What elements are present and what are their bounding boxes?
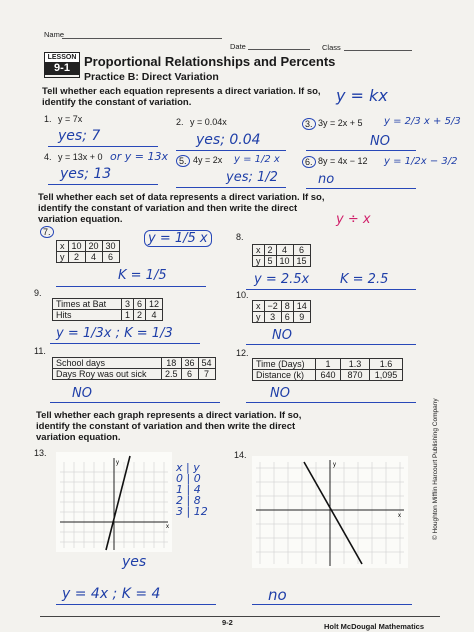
q11-cell: Days Roy was out sick xyxy=(53,369,162,380)
q13-hw-row: 1 | 4 xyxy=(176,483,201,496)
q7-answer: K = 1/5 xyxy=(118,268,167,283)
q11-cell: 6 xyxy=(181,369,198,380)
q10-table xyxy=(252,300,311,323)
q14-answer-line xyxy=(252,604,412,605)
q11-answer: NO xyxy=(72,386,92,401)
q8-answer-line xyxy=(246,289,416,290)
q8-cell: 10 xyxy=(276,256,293,267)
q10-cell: 14 xyxy=(293,301,310,312)
q10-number: 10. xyxy=(236,290,249,300)
q12-cell: 1,095 xyxy=(370,370,403,381)
note-direct-variation-form: y = kx xyxy=(336,86,388,105)
q9-cell: Hits xyxy=(53,310,122,321)
q12-answer: NO xyxy=(270,386,290,401)
q13-hw-row: 0 | 0 xyxy=(176,472,201,485)
q11-cell: 54 xyxy=(198,358,215,369)
q1-equation: y = 7x xyxy=(58,114,83,124)
q12-answer-line xyxy=(246,402,416,403)
q9-answer-line xyxy=(50,343,200,344)
q5-equation: 4y = 2x xyxy=(193,155,223,165)
q6-answer-line xyxy=(306,188,416,189)
q10-cell: x xyxy=(253,301,265,312)
q13-hw-cell: 3 xyxy=(176,505,183,518)
footer-rule xyxy=(40,616,440,617)
page-title: Proportional Relationships and Percents xyxy=(84,54,336,69)
q12-cell: 1.6 xyxy=(370,359,403,370)
q11-cell: 7 xyxy=(198,369,215,380)
q13-number: 13. xyxy=(34,448,47,458)
q5-work: y = 1/2 x xyxy=(234,154,280,165)
section2-instruction-3: variation equation. xyxy=(38,214,123,225)
q13-hw-cell: 8 xyxy=(193,494,201,507)
q10-cell: y xyxy=(253,312,265,323)
section1-instruction-2: identify the constant of variation. xyxy=(42,97,192,108)
q13-hw-cell: 12 xyxy=(193,505,208,518)
q13-hw-header: x | y xyxy=(176,461,200,474)
q10-cell: 6 xyxy=(281,312,293,323)
q7-row-x xyxy=(57,241,120,252)
publisher-name: Holt McDougal Mathematics xyxy=(324,622,425,631)
q13-ylabel: y xyxy=(116,460,119,466)
q5-number: 5. xyxy=(176,155,190,167)
q8-row-y xyxy=(253,256,311,267)
q8-answer-equation: y = 2.5x xyxy=(254,272,310,287)
q14-ylabel: y xyxy=(333,462,336,468)
section3-instruction-1: Tell whether each graph represents a direct variation. If so, xyxy=(36,410,302,421)
q13-hw-y-header: y xyxy=(193,461,200,474)
class-label: Class xyxy=(322,43,341,52)
section1-instruction-1: Tell whether each equation represents a direct variation. If so, xyxy=(42,86,321,97)
q7-cell: x xyxy=(57,241,69,252)
q13-answer: y = 4x ; K = 4 xyxy=(62,586,161,602)
q9-cell: 6 xyxy=(134,299,146,310)
q14-number: 14. xyxy=(234,450,247,460)
q10-cell: 3 xyxy=(264,312,281,323)
q2-number: 2. xyxy=(176,117,184,127)
q9-number: 9. xyxy=(34,288,42,298)
q3-number: 3. xyxy=(302,118,316,130)
date-line xyxy=(248,49,310,50)
date-label: Date xyxy=(230,42,246,51)
section3-instruction-2: identify the constant of variation and then write the direct xyxy=(36,421,296,432)
lesson-word: LESSON xyxy=(45,53,79,62)
q7-cell: 2 xyxy=(68,252,85,263)
q10-cell: 8 xyxy=(281,301,293,312)
q10-cell: −2 xyxy=(264,301,281,312)
q14-xlabel: x xyxy=(398,513,401,519)
q12-cell: 640 xyxy=(316,370,341,381)
q8-cell: 2 xyxy=(264,245,276,256)
q2-answer-line xyxy=(176,150,286,151)
q7-cell: 20 xyxy=(85,241,102,252)
q3-answer: NO xyxy=(370,134,390,149)
q10-cell: 9 xyxy=(293,312,310,323)
q7-answer-line xyxy=(56,286,206,287)
q9-row-times xyxy=(53,299,163,310)
q8-table xyxy=(252,244,311,267)
q13-hw-row: 3 | 12 xyxy=(176,505,208,518)
page-number: 9-2 xyxy=(222,618,233,627)
q12-cell: Time (Days) xyxy=(253,359,316,370)
q7-cell: 30 xyxy=(102,241,119,252)
q9-cell: 1 xyxy=(122,310,134,321)
q14-line xyxy=(304,462,362,564)
q11-row-sick xyxy=(53,369,216,380)
q13-answer-line xyxy=(56,604,216,605)
section2-instruction-1: Tell whether each set of data represents a direct variation. If so, xyxy=(38,192,325,203)
q13-answer-yes: yes xyxy=(122,554,147,570)
q9-table xyxy=(52,298,163,321)
q13-xlabel: x xyxy=(166,524,169,530)
q9-cell: Times at Bat xyxy=(53,299,122,310)
q8-number: 8. xyxy=(236,232,244,242)
section3-instruction-3: variation equation. xyxy=(36,432,121,443)
q13-hw-table xyxy=(176,462,208,517)
q4-answer-line xyxy=(48,184,158,185)
q13-hw-cell: 0 xyxy=(193,472,201,485)
q11-cell: 2.5 xyxy=(162,369,182,380)
q11-row-school xyxy=(53,358,216,369)
q11-number: 11. xyxy=(34,346,46,356)
q10-row-y xyxy=(253,312,311,323)
q8-cell: 4 xyxy=(276,245,293,256)
q2-answer: yes; 0.04 xyxy=(196,132,261,148)
q12-table xyxy=(252,358,403,381)
q11-table xyxy=(52,357,216,380)
q3-equation: 3y = 2x + 5 xyxy=(318,118,363,128)
q3-work: y = 2/3 x + 5/3 xyxy=(384,116,461,127)
q8-cell: 15 xyxy=(293,256,310,267)
q2-equation: y = 0.04x xyxy=(190,117,227,127)
q13-hw-x-header: x xyxy=(176,461,183,474)
q8-answer-constant: K = 2.5 xyxy=(340,272,389,287)
q7-row-y xyxy=(57,252,120,263)
q9-cell: 4 xyxy=(146,310,163,321)
q13-graph xyxy=(56,452,172,552)
q14-answer: no xyxy=(268,586,287,604)
q11-cell: 18 xyxy=(162,358,182,369)
q8-cell: y xyxy=(253,256,265,267)
q11-cell: School days xyxy=(53,358,162,369)
q9-row-hits xyxy=(53,310,163,321)
q7-cell: 6 xyxy=(102,252,119,263)
q7-cell: 10 xyxy=(68,241,85,252)
name-label: Name xyxy=(44,30,65,39)
q8-cell: x xyxy=(253,245,265,256)
q11-cell: 36 xyxy=(181,358,198,369)
q9-cell: 3 xyxy=(122,299,134,310)
q6-work: y = 1/2x − 3/2 xyxy=(384,156,458,167)
q14-graph xyxy=(252,456,408,568)
q13-hw-cell: 1 xyxy=(176,483,183,496)
q13-hw-cell: 0 xyxy=(176,472,183,485)
q10-row-x xyxy=(253,301,311,312)
q6-number: 6. xyxy=(302,156,316,168)
q11-answer-line xyxy=(50,402,220,403)
lesson-badge xyxy=(44,52,80,78)
q8-row-x xyxy=(253,245,311,256)
section2-note: y ÷ x xyxy=(336,212,371,227)
q13-hw-cell: 2 xyxy=(176,494,183,507)
section2-instruction-2: identify the constant of variation and then write the direct xyxy=(38,203,298,214)
name-line xyxy=(62,38,222,39)
q12-cell: 870 xyxy=(341,370,370,381)
page-subtitle: Practice B: Direct Variation xyxy=(84,71,219,83)
q4-work: or y = 13x xyxy=(110,150,168,163)
q4-equation: y = 13x + 0 xyxy=(58,152,103,162)
q12-row-time xyxy=(253,359,403,370)
q9-cell: 2 xyxy=(134,310,146,321)
q12-row-distance xyxy=(253,370,403,381)
q13-line xyxy=(106,456,130,550)
q5-answer: yes; 1/2 xyxy=(226,170,278,185)
q8-cell: 5 xyxy=(264,256,276,267)
q10-answer: NO xyxy=(272,328,292,343)
q1-answer: yes; 7 xyxy=(58,128,101,144)
q8-cell: 6 xyxy=(293,245,310,256)
q9-cell: 12 xyxy=(146,299,163,310)
q12-cell: Distance (k) xyxy=(253,370,316,381)
q9-answer: y = 1/3x ; K = 1/3 xyxy=(56,326,173,341)
copyright-text: © Houghton Mifflin Harcourt Publishing Company xyxy=(432,398,439,540)
q13-hw-cell: 4 xyxy=(193,483,201,496)
q7-number: 7. xyxy=(40,226,54,238)
q12-cell: 1.3 xyxy=(341,359,370,370)
q12-cell: 1 xyxy=(316,359,341,370)
q7-cell: y xyxy=(57,252,69,263)
lesson-number: 9-1 xyxy=(45,62,79,75)
q12-number: 12. xyxy=(236,348,249,358)
q3-answer-line xyxy=(306,150,416,151)
q7-work: y = 1/5 x xyxy=(144,230,212,247)
q6-answer: no xyxy=(318,172,335,187)
q4-number: 4. xyxy=(44,152,52,162)
q6-equation: 8y = 4x − 12 xyxy=(318,156,368,166)
q1-number: 1. xyxy=(44,114,52,124)
q10-answer-line xyxy=(246,344,416,345)
q13-hw-row: 2 | 8 xyxy=(176,494,201,507)
q7-table xyxy=(56,240,120,263)
q5-answer-line xyxy=(176,187,286,188)
q4-answer: yes; 13 xyxy=(60,166,112,182)
class-line xyxy=(344,50,412,51)
q7-cell: 4 xyxy=(85,252,102,263)
q1-answer-line xyxy=(48,146,158,147)
